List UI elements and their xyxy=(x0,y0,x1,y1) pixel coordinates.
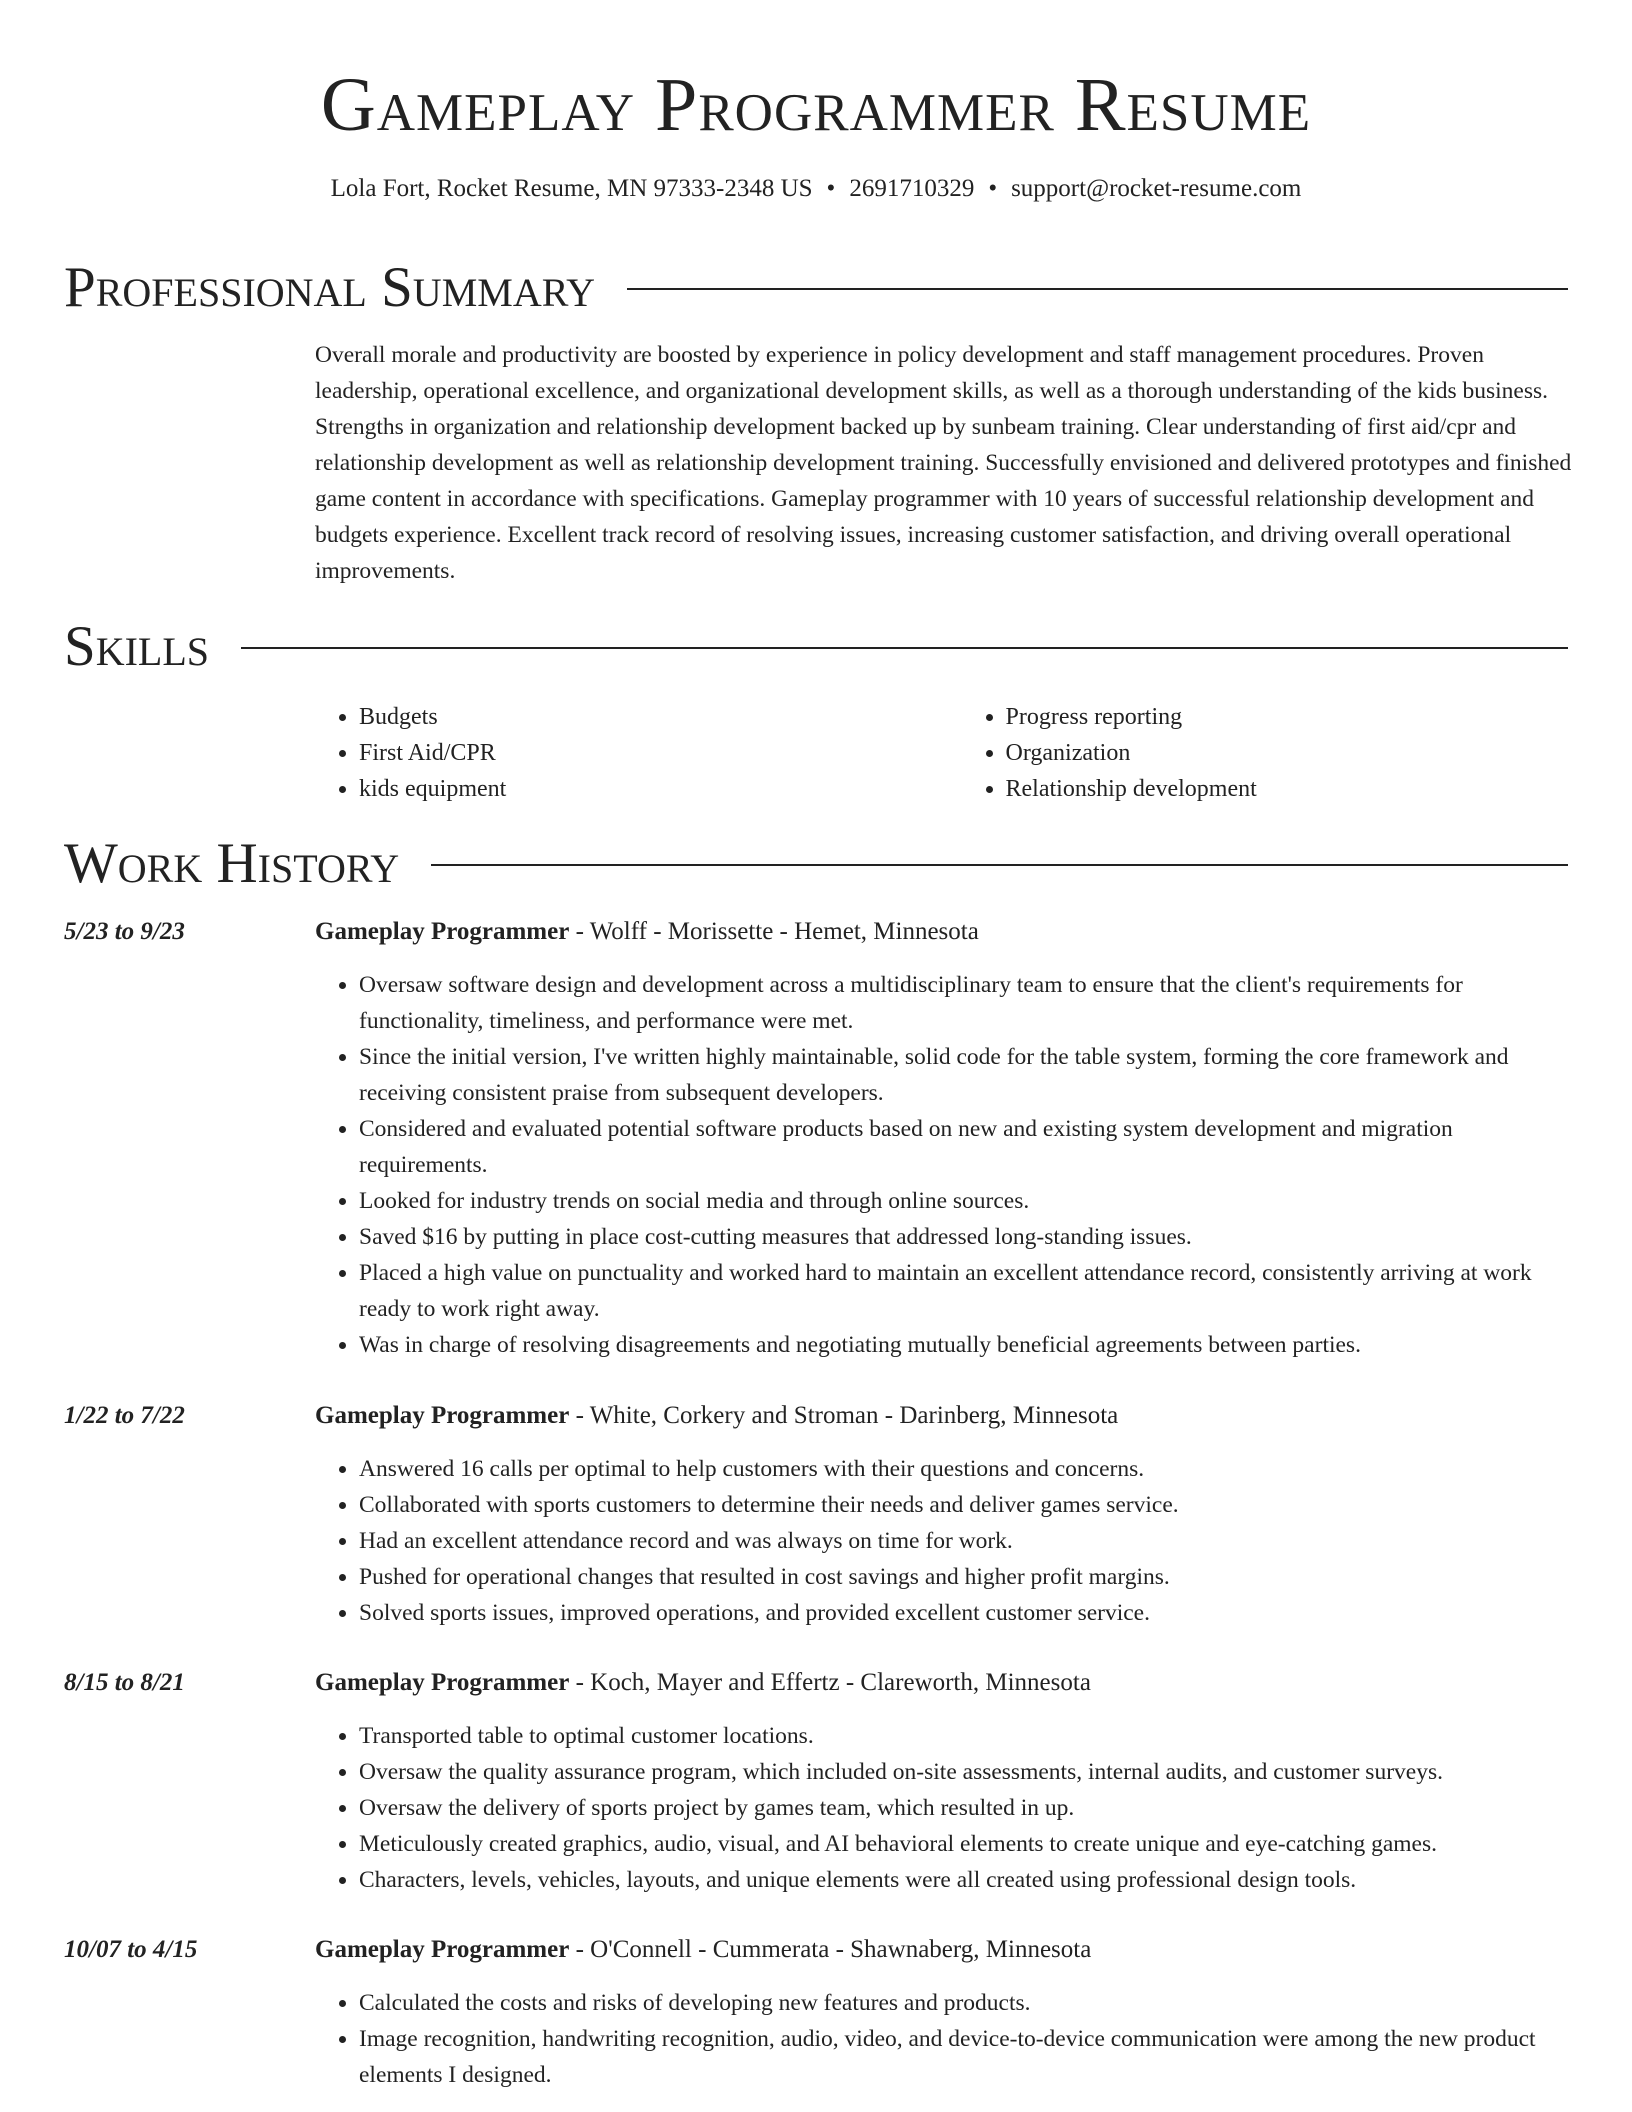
skill-item: • Relationship development xyxy=(1006,771,1569,807)
job-dates: 8/15 to 8/21 xyxy=(64,1669,185,1696)
section-header-skills xyxy=(64,612,1568,682)
job-title: Gameplay Programmer xyxy=(315,918,570,945)
job-dates: 1/22 to 7/22 xyxy=(64,1402,185,1429)
summary-paragraph: Overall morale and productivity are boosted by experience in policy development and staff management procedures. Proven leadership, operational excellence, and organizational development skills, as well as a thorough understanding of the kids business. Strengths in organization and relationship development backed up by sunbeam training. Clear understanding of first aid/cpr and relationship development as well as relationship development training. Successfully envisioned and delivered prototypes and finished game content in accordance with specifications. Gameplay programmer with 10 years of successful relationship development and budgets experience. Excellent track record of resolving issues, increasing customer satisfaction, and driving overall operational improvements. xyxy=(315,342,1572,584)
job-dates: 10/07 to 4/15 xyxy=(64,1936,198,1963)
job-bullet: • Oversaw software design and development across a multidisciplinary team to ensure that the client's requirements for functionality, timeliness, and performance were met. xyxy=(359,967,1574,1039)
job-bullet: • Transported table to optimal customer locations. xyxy=(359,1718,1574,1754)
job-title: Gameplay Programmer xyxy=(315,1936,570,1963)
contact-separator: • xyxy=(988,175,998,202)
contact-separator: • xyxy=(826,175,836,202)
skills-column-right xyxy=(962,699,1569,807)
resume-title: Gameplay Programmer Resume xyxy=(320,63,1312,147)
job-bullet: • Had an excellent attendance record and was always on time for work. xyxy=(359,1523,1574,1559)
section-header-work-history xyxy=(64,829,1568,899)
skill-item: • Progress reporting xyxy=(1006,699,1569,735)
job-bullets xyxy=(315,1451,1574,1631)
skill-item: • Budgets xyxy=(359,699,922,735)
section-header-summary xyxy=(64,253,1568,323)
job-bullets xyxy=(315,1718,1574,1898)
job-bullet: • Pushed for operational changes that resulted in cost savings and higher profit margins. xyxy=(359,1559,1574,1595)
job-header xyxy=(315,1932,1091,1968)
job-bullet: • Saved $16 by putting in place cost-cutting measures that addressed long-standing issues. xyxy=(359,1219,1574,1255)
job-bullet: • Looked for industry trends on social media and through online sources. xyxy=(359,1183,1574,1219)
job-header xyxy=(315,914,979,950)
job-header xyxy=(315,1665,1091,1701)
job-bullet: • Answered 16 calls per optimal to help customers with their questions and concerns. xyxy=(359,1451,1574,1487)
job-bullet: • Solved sports issues, improved operations, and provided excellent customer service. xyxy=(359,1595,1574,1631)
job-bullets xyxy=(315,1985,1574,2093)
job-title: Gameplay Programmer xyxy=(315,1669,570,1696)
job-bullet: • Since the initial version, I've written highly maintainable, solid code for the table system, forming the core framework and receiving consistent praise from subsequent developers. xyxy=(359,1039,1574,1111)
job-bullet: • Considered and evaluated potential software products based on new and existing system development and migration requirements. xyxy=(359,1111,1574,1183)
job-bullet: • Image recognition, handwriting recognition, audio, video, and device-to-device communication were among the new product elements I designed. xyxy=(359,2021,1574,2093)
job-bullet: • Oversaw the quality assurance program, which included on-site assessments, internal audits, and customer surveys. xyxy=(359,1754,1574,1790)
contact-phone: 2691710329 xyxy=(849,175,975,202)
job-company: - Koch, Mayer and Effertz - Clareworth, Minnesota xyxy=(569,1669,1091,1696)
skills-column-left xyxy=(315,699,922,807)
job-title: Gameplay Programmer xyxy=(315,1402,570,1429)
job-bullet: • Characters, levels, vehicles, layouts, and unique elements were all created using professional design tools. xyxy=(359,1862,1574,1898)
skill-item: • Organization xyxy=(1006,735,1569,771)
contact-line xyxy=(0,172,1632,206)
skill-item: • First Aid/CPR xyxy=(359,735,922,771)
contact-email: support@rocket-resume.com xyxy=(1011,175,1302,202)
contact-address: Lola Fort, Rocket Resume, MN 97333-2348 US xyxy=(330,175,813,202)
section-title-summary: Professional Summary xyxy=(64,256,596,319)
job-bullet: • Collaborated with sports customers to determine their needs and deliver games service. xyxy=(359,1487,1574,1523)
job-bullet: • Oversaw the delivery of sports project by games team, which resulted in up. xyxy=(359,1790,1574,1826)
job-company: - Wolff - Morissette - Hemet, Minnesota xyxy=(569,918,979,945)
job-bullet: • Placed a high value on punctuality and worked hard to maintain an excellent attendance record, consistently arriving at work ready to work right away. xyxy=(359,1255,1574,1327)
section-title-skills: Skills xyxy=(64,615,210,678)
section-divider xyxy=(627,288,1568,290)
job-header xyxy=(315,1398,1118,1434)
section-divider xyxy=(431,864,1568,866)
skill-item: • kids equipment xyxy=(359,771,922,807)
job-bullets xyxy=(315,967,1574,1363)
job-bullet: • Was in charge of resolving disagreements and negotiating mutually beneficial agreements between parties. xyxy=(359,1327,1574,1363)
job-bullet: • Calculated the costs and risks of developing new features and products. xyxy=(359,1985,1574,2021)
skills-list xyxy=(315,699,1568,807)
job-bullet: • Meticulously created graphics, audio, visual, and AI behavioral elements to create unique and eye-catching games. xyxy=(359,1826,1574,1862)
job-dates: 5/23 to 9/23 xyxy=(64,918,185,945)
section-title-work-history: Work History xyxy=(64,832,400,895)
job-company: - O'Connell - Cummerata - Shawnaberg, Minnesota xyxy=(569,1936,1092,1963)
section-divider xyxy=(241,647,1568,649)
job-company: - White, Corkery and Stroman - Darinberg, Minnesota xyxy=(569,1402,1119,1429)
